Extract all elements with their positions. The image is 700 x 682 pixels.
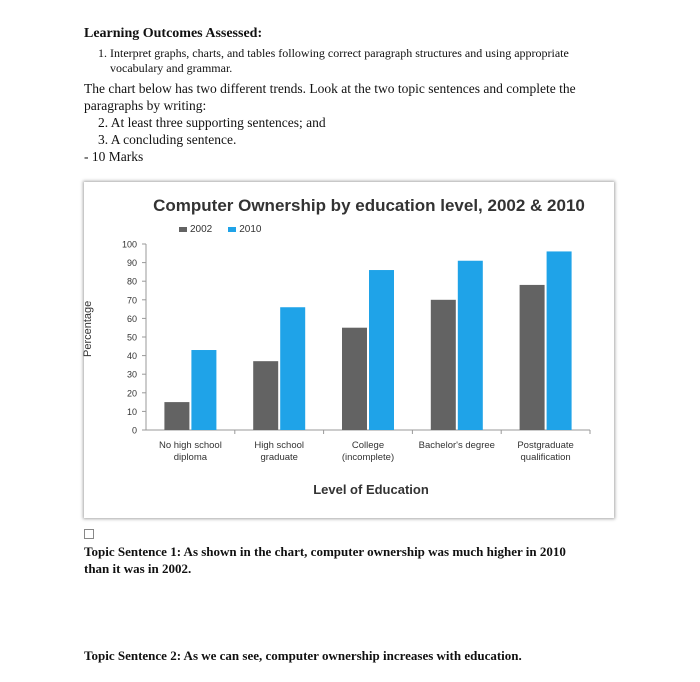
instruction-line-1: The chart below has two different trends. Look at the two topic sentences and complete the bbox=[84, 81, 576, 96]
x-tick-label: No high school bbox=[158, 440, 222, 451]
bar-2010-1 bbox=[280, 307, 305, 430]
x-tick-label: (incomplete) bbox=[341, 452, 395, 463]
topic-sentence-1 bbox=[84, 543, 624, 577]
y-tick-label: 60 bbox=[126, 313, 137, 324]
bar-2010-0 bbox=[191, 350, 216, 430]
y-tick-label: 70 bbox=[126, 295, 137, 306]
chart-plot bbox=[84, 182, 614, 518]
chart-title: Computer Ownership by education level, 2002 & 2010 bbox=[153, 196, 585, 215]
y-tick-label: 30 bbox=[126, 369, 137, 380]
y-tick-label: 100 bbox=[121, 239, 137, 250]
bar-2010-3 bbox=[458, 261, 483, 430]
bar-2002-2 bbox=[342, 328, 367, 430]
outcome-item-1 bbox=[98, 46, 664, 76]
marks-label: - 10 Marks bbox=[84, 149, 144, 164]
x-tick-label: diploma bbox=[173, 452, 208, 463]
outcome-1-line-1: 1. Interpret graphs, charts, and tables following correct paragraph structures and using appropriate bbox=[98, 46, 569, 60]
bar-2002-3 bbox=[431, 300, 456, 430]
x-tick-label: Postgraduate bbox=[517, 440, 574, 451]
task-item-3: 3. A concluding sentence. bbox=[98, 132, 237, 147]
bar-2002-4 bbox=[520, 285, 545, 430]
x-tick-label: graduate bbox=[260, 452, 298, 463]
y-tick-label: 50 bbox=[126, 332, 137, 343]
y-tick-label: 80 bbox=[126, 276, 137, 287]
x-tick-label: Bachelor's degree bbox=[418, 440, 495, 451]
legend-label-2010: 2010 bbox=[239, 224, 262, 235]
bar-2002-0 bbox=[164, 402, 189, 430]
bar-2010-2 bbox=[369, 270, 394, 430]
x-tick-label: High school bbox=[254, 440, 305, 451]
topic-sentence-2: Topic Sentence 2: As we can see, computer ownership increases with education. bbox=[84, 648, 522, 663]
checkbox-icon[interactable] bbox=[84, 529, 94, 539]
outcome-1-line-2: vocabulary and grammar. bbox=[110, 61, 233, 75]
assignment-instructions bbox=[84, 26, 664, 165]
x-tick-label: College bbox=[351, 440, 385, 451]
x-tick-label: qualification bbox=[520, 452, 571, 463]
y-tick-label: 90 bbox=[126, 258, 137, 269]
instruction-line-2: paragraphs by writing: bbox=[84, 98, 207, 113]
bar-chart bbox=[84, 182, 614, 518]
topic-sentence-1-line-2: than it was in 2002. bbox=[84, 561, 192, 576]
y-axis-label: Percentage bbox=[82, 300, 94, 357]
y-tick-label: 0 bbox=[131, 425, 137, 436]
legend-label-2002: 2002 bbox=[190, 224, 213, 235]
x-axis-label: Level of Education bbox=[313, 482, 429, 497]
task-item-2: 2. At least three supporting sentences; and bbox=[98, 115, 326, 130]
y-tick-label: 10 bbox=[126, 406, 137, 417]
bar-2010-4 bbox=[547, 251, 572, 430]
y-tick-label: 40 bbox=[126, 351, 137, 362]
bar-2002-1 bbox=[253, 361, 278, 430]
learning-outcomes-heading: Learning Outcomes Assessed: bbox=[84, 26, 263, 41]
y-tick-label: 20 bbox=[126, 388, 137, 399]
topic-sentence-1-line-1: Topic Sentence 1: As shown in the chart, computer ownership was much higher in 2010 bbox=[84, 544, 566, 559]
